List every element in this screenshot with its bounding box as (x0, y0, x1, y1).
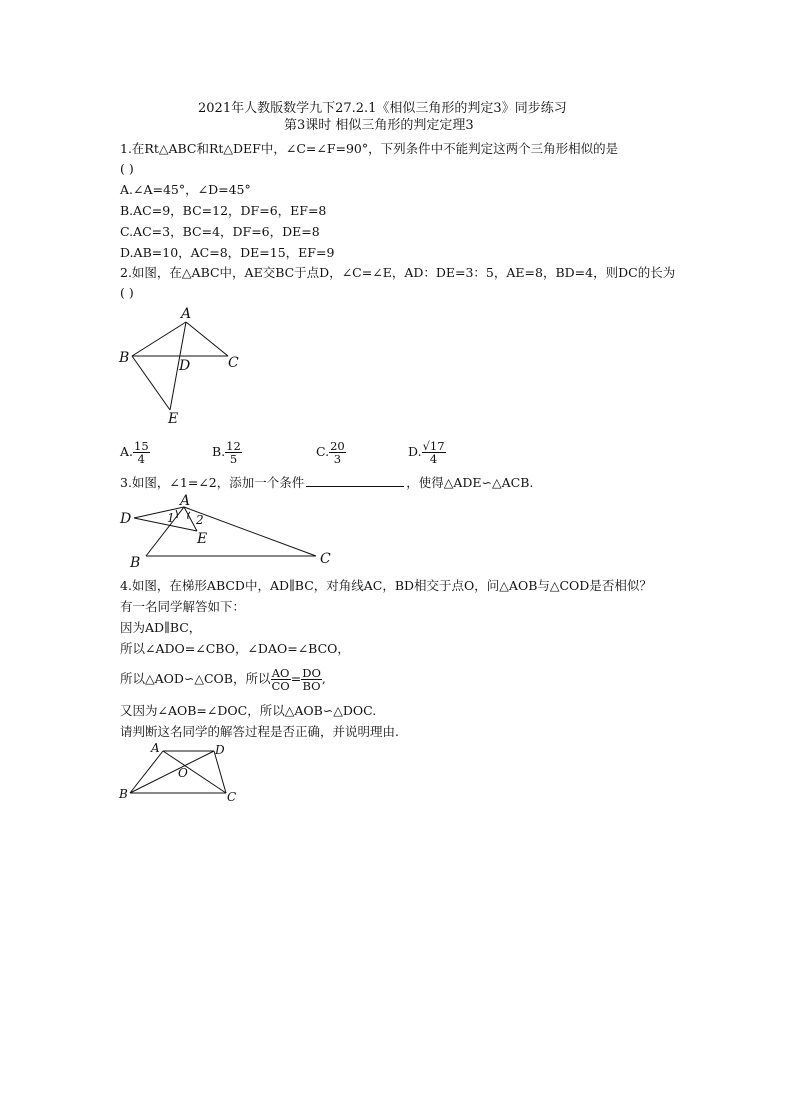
q4-label-d: D (215, 743, 225, 757)
fraction-denominator: 4 (429, 452, 438, 466)
fraction-numerator: DO (302, 666, 321, 680)
fraction-numerator: √17 (422, 439, 445, 453)
fraction-denominator: 3 (333, 452, 342, 466)
q2-label-e: E (168, 411, 179, 427)
page-subtitle: 第3课时 相似三角形的判定定理3 (284, 118, 474, 133)
q4-label-b: B (119, 787, 128, 801)
q4-label-a: A (151, 741, 160, 755)
fraction-numerator: AO (271, 666, 290, 680)
q1-option-b: B.AC=9，BC=12，DF=6，EF=8 (120, 203, 327, 218)
q2-option-a-prefix: A. (120, 444, 134, 459)
q3-label-b: B (130, 555, 141, 571)
fraction-denominator: BO (302, 679, 321, 693)
q4-line-5: 又因为∠AOB=∠DOC，所以△AOB∽△DOC. (120, 703, 377, 718)
q2-label-c: C (228, 355, 239, 371)
q1-option-c: C.AC=3，BC=4，DF=6，DE=8 (120, 224, 320, 239)
q3-label-2: 2 (196, 513, 204, 527)
q3-stem-after: ，使得△ADE∽△ACB. (406, 475, 534, 490)
q1-stem: 1.在Rt△ABC和Rt△DEF中，∠C=∠F=90°，下列条件中不能判定这两个三角形相似的是 (120, 141, 619, 156)
fraction-denominator: 4 (137, 452, 145, 466)
q3-label-1: 1 (167, 511, 175, 525)
q2-option-d-prefix: D. (408, 444, 422, 459)
q4-label-o: O (178, 766, 188, 780)
q4-line-6: 请判断这名同学的解答过程是否正确，并说明理由. (120, 724, 399, 739)
q3-stem-before: 3.如图，∠1=∠2，添加一个条件 (120, 475, 305, 490)
q1-option-a: A.∠A=45°，∠D=45° (120, 182, 251, 197)
q4-line-2: 因为AD∥BC， (120, 620, 202, 635)
q2-stem: 2.如图，在△ABC中，AE交BC于点D，∠C=∠E，AD：DE=3：5，AE=8，BD=4，则DC的长为 (120, 265, 676, 280)
q4-line-4-before: 所以△AOD∽△COB，所以 (120, 671, 271, 686)
q4-line-4-after: , (321, 671, 326, 686)
fraction-numerator: 20 (330, 439, 345, 453)
q4-segment-ab (130, 751, 163, 793)
q4-label-c: C (227, 790, 237, 804)
q3-label-a: A (180, 493, 191, 509)
q3-label-c: C (320, 551, 331, 567)
q1-answer-paren: ( ) (120, 161, 134, 176)
fraction-numerator: 15 (134, 439, 149, 453)
q4-equals-sign: = (290, 671, 302, 686)
page-title: 2021年人教版数学九下27.2.1《相似三角形的判定3》同步练习 (198, 101, 567, 116)
q2-option-c-prefix: C. (316, 444, 330, 459)
q1-option-d: D.AB=10，AC=8，DE=15，EF=9 (120, 245, 335, 260)
q3-label-d: D (120, 511, 132, 527)
q2-label-d: D (179, 358, 191, 374)
fraction-denominator: 5 (229, 452, 238, 466)
q4-line-1: 有一名同学解答如下： (120, 599, 246, 614)
q2-answer-paren: ( ) (120, 285, 134, 300)
q2-label-b: B (119, 350, 130, 366)
q2-option-b-prefix: B. (212, 444, 226, 459)
fraction-denominator: CO (271, 679, 290, 693)
q2-label-a: A (181, 306, 192, 322)
q4-line-3: 所以∠ADO=∠CBO，∠DAO=∠BCO， (120, 641, 350, 656)
q3-label-e: E (197, 531, 208, 547)
fraction-numerator: 12 (226, 439, 241, 453)
q4-stem: 4.如图，在梯形ABCD中，AD∥BC，对角线AC，BD相交于点O，问△AOB与△COD是否相似？ (120, 578, 652, 593)
